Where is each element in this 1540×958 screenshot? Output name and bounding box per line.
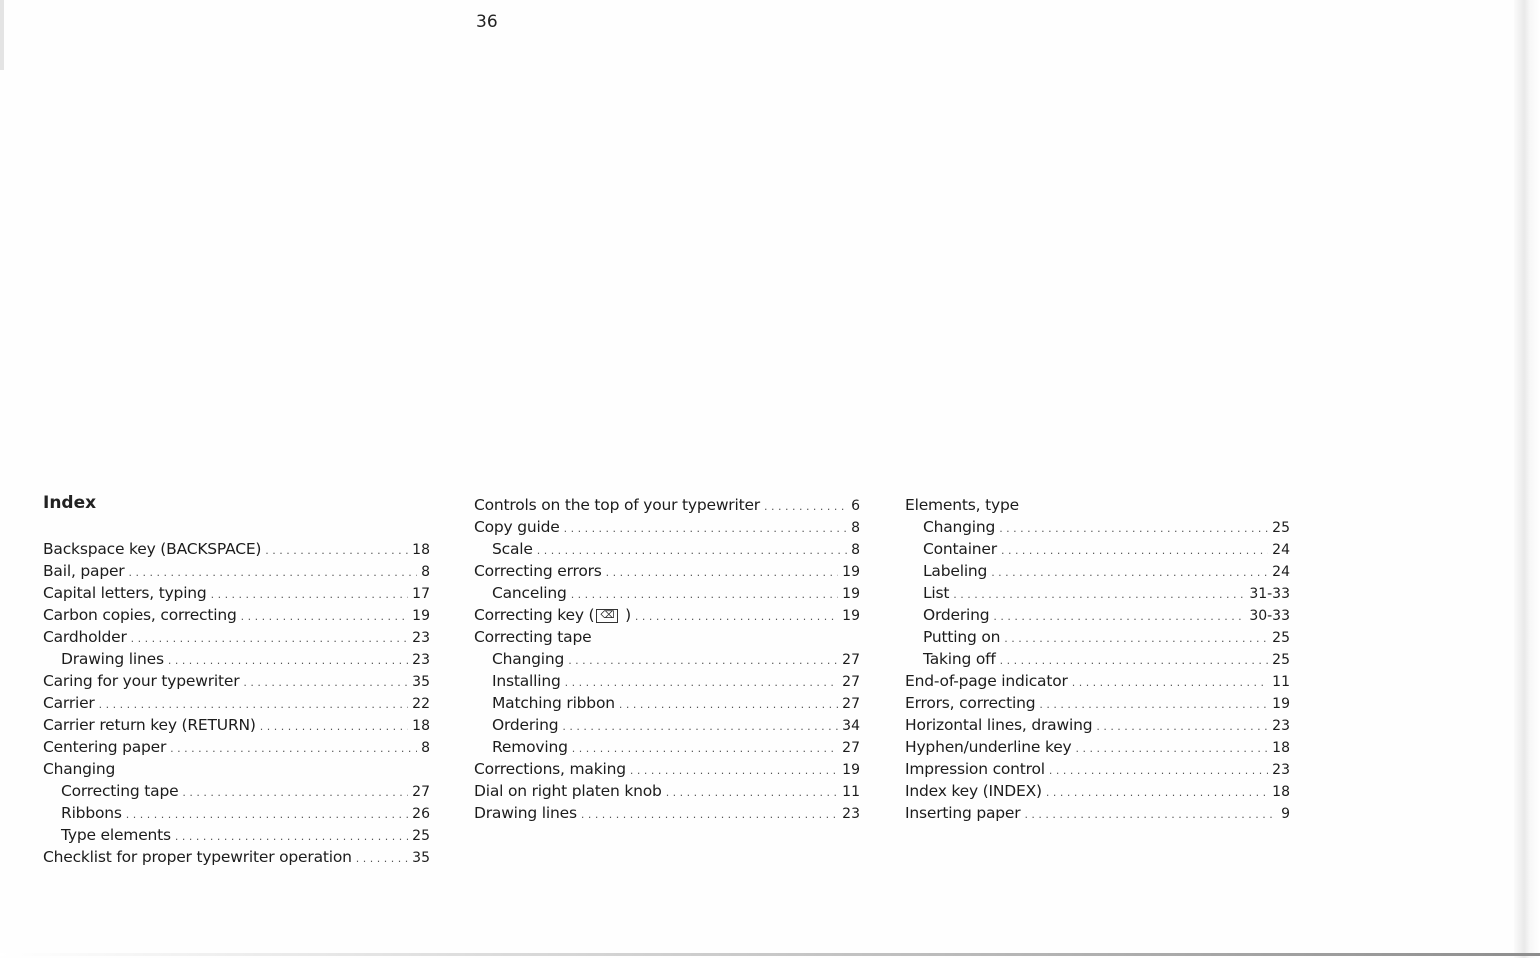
index-term-text: Checklist for proper typewriter operation — [43, 848, 352, 866]
page-reference: 35 — [412, 674, 430, 690]
index-subentry — [474, 538, 860, 560]
index-term-text: Hyphen/underline key — [905, 738, 1072, 756]
index-entry — [905, 692, 1290, 714]
index-term — [492, 670, 561, 692]
index-term — [905, 780, 1042, 802]
index-subentry — [474, 692, 860, 714]
index-term-text: Correcting key ( — [474, 606, 595, 624]
page-reference: 23 — [1272, 718, 1290, 734]
index-term — [43, 714, 256, 736]
page-number: 36 — [476, 12, 498, 32]
dot-leader — [241, 606, 409, 628]
index-term-text-after: ) — [620, 606, 631, 624]
dot-leader — [999, 518, 1268, 540]
index-subentry — [474, 648, 860, 670]
index-term — [905, 736, 1072, 758]
index-column-3 — [905, 494, 1290, 824]
page-reference: 11 — [842, 784, 860, 800]
index-term-text: Carrier return key (RETURN) — [43, 716, 256, 734]
page-reference: 19 — [842, 564, 860, 580]
index-term-text: Dial on right platen knob — [474, 782, 662, 800]
index-term-text: Horizontal lines, drawing — [905, 716, 1093, 734]
page-reference: 11 — [1272, 674, 1290, 690]
dot-leader — [131, 628, 409, 650]
page-reference: 19 — [842, 586, 860, 602]
dot-leader — [537, 540, 847, 562]
index-term — [61, 648, 164, 670]
index-term-text: Drawing lines — [61, 650, 164, 668]
dot-leader — [128, 562, 417, 584]
index-term — [43, 670, 239, 692]
index-term — [492, 582, 567, 604]
dot-leader — [182, 782, 408, 804]
index-entry — [43, 604, 430, 626]
page-reference: 18 — [1272, 740, 1290, 756]
index-term-text: Controls on the top of your typewriter — [474, 496, 760, 514]
index-term — [923, 604, 989, 626]
index-term — [492, 648, 564, 670]
index-term-text: Carbon copies, correcting — [43, 606, 237, 624]
index-term — [923, 516, 995, 538]
dot-leader — [175, 826, 408, 848]
index-term-text: Bail, paper — [43, 562, 125, 580]
index-term-text: Installing — [492, 672, 561, 690]
index-term-text: Correcting tape — [474, 628, 592, 646]
index-term-text: Inserting paper — [905, 804, 1021, 822]
index-entry — [474, 494, 860, 516]
page-reference: 19 — [412, 608, 430, 624]
dot-leader — [170, 738, 417, 760]
page-reference: 19 — [1272, 696, 1290, 712]
index-term-text: Taking off — [923, 650, 996, 668]
index-term-text: Scale — [492, 540, 533, 558]
index-term-text: List — [923, 584, 950, 602]
index-term-text: Type elements — [61, 826, 171, 844]
index-subentry — [43, 802, 430, 824]
index-entry — [474, 758, 860, 780]
dot-leader — [1039, 694, 1268, 716]
page-reference: 25 — [412, 828, 430, 844]
page-reference: 30-33 — [1249, 608, 1290, 624]
index-term — [43, 692, 95, 714]
index-term — [474, 780, 662, 802]
index-term — [61, 802, 122, 824]
index-term — [474, 626, 591, 648]
page-reference: 19 — [842, 608, 860, 624]
page-reference: 25 — [1272, 520, 1290, 536]
index-entry — [474, 780, 860, 802]
index-entry — [43, 670, 430, 692]
index-term — [923, 582, 949, 604]
index-subentry — [905, 538, 1290, 560]
dot-leader — [1024, 804, 1277, 826]
page-reference: 25 — [1272, 630, 1290, 646]
page-reference: 31-33 — [1249, 586, 1290, 602]
index-term — [905, 692, 1035, 714]
index-term-text: Putting on — [923, 628, 1001, 646]
index-term — [474, 604, 631, 626]
dot-leader — [260, 716, 408, 738]
index-term — [492, 736, 568, 758]
index-term-text: Backspace key (BACKSPACE) — [43, 540, 262, 558]
dot-leader — [1096, 716, 1268, 738]
page-edge-shadow — [0, 0, 4, 70]
page-bottom-edge — [0, 953, 1540, 956]
index-term-text: Carrier — [43, 694, 95, 712]
page-reference: 23 — [412, 630, 430, 646]
index-entry — [474, 516, 860, 538]
index-term-text: Correcting tape — [61, 782, 179, 800]
index-term — [905, 494, 1019, 516]
dot-leader — [126, 804, 408, 826]
index-subentry — [474, 670, 860, 692]
index-term-text: Index key (INDEX) — [905, 782, 1042, 800]
dot-leader — [1000, 650, 1269, 672]
index-subentry — [905, 648, 1290, 670]
index-term-text: Labeling — [923, 562, 988, 580]
page-reference: 8 — [851, 542, 860, 558]
dot-leader — [243, 672, 408, 694]
page-reference: 9 — [1281, 806, 1290, 822]
index-entry — [43, 582, 430, 604]
index-term — [923, 648, 996, 670]
page-reference: 8 — [851, 520, 860, 536]
index-term — [43, 758, 115, 780]
page-reference: 23 — [412, 652, 430, 668]
index-term-text: Elements, type — [905, 496, 1019, 514]
dot-leader — [99, 694, 409, 716]
index-entry — [905, 802, 1290, 824]
index-subentry — [905, 604, 1290, 626]
index-term — [492, 538, 533, 560]
index-term — [43, 538, 261, 560]
page-reference: 6 — [851, 498, 860, 514]
index-term — [474, 494, 760, 516]
page-reference: 27 — [842, 696, 860, 712]
index-term — [43, 626, 127, 648]
dot-leader — [1001, 540, 1268, 562]
dot-leader — [564, 518, 847, 540]
dot-leader — [565, 672, 839, 694]
dot-leader — [953, 584, 1245, 606]
page-reference: 27 — [842, 740, 860, 756]
index-term-text: Copy guide — [474, 518, 560, 536]
page-reference: 27 — [842, 652, 860, 668]
page-reference: 34 — [842, 718, 860, 734]
index-entry — [474, 626, 860, 648]
index-term — [43, 582, 207, 604]
index-term — [905, 714, 1092, 736]
page-reference: 18 — [1272, 784, 1290, 800]
dot-leader — [991, 562, 1268, 584]
index-term — [61, 780, 178, 802]
page-reference: 8 — [421, 740, 430, 756]
index-entry — [474, 802, 860, 824]
index-term — [474, 560, 602, 582]
index-subentry — [43, 824, 430, 846]
index-subentry — [474, 736, 860, 758]
index-term-text: Canceling — [492, 584, 567, 602]
dot-leader — [265, 540, 408, 562]
index-term — [923, 626, 1000, 648]
index-entry — [905, 780, 1290, 802]
index-term — [905, 758, 1045, 780]
index-entry — [474, 560, 860, 582]
index-entry — [43, 560, 430, 582]
index-term-text: Changing — [923, 518, 996, 536]
dot-leader — [1076, 738, 1269, 760]
index-term — [43, 736, 166, 758]
index-term — [905, 670, 1068, 692]
page-reference: 23 — [842, 806, 860, 822]
page-reference: 23 — [1272, 762, 1290, 778]
index-entry — [43, 846, 430, 868]
index-term-text: Centering paper — [43, 738, 167, 756]
index-term-text: Corrections, making — [474, 760, 626, 778]
dot-leader — [1004, 628, 1268, 650]
index-term-text: Cardholder — [43, 628, 127, 646]
dot-leader — [562, 716, 838, 738]
index-term — [905, 802, 1020, 824]
page-reference: 25 — [1272, 652, 1290, 668]
dot-leader — [635, 606, 838, 628]
page-reference: 27 — [412, 784, 430, 800]
index-term — [474, 758, 626, 780]
index-term — [474, 516, 560, 538]
page-reference: 24 — [1272, 564, 1290, 580]
dot-leader — [666, 782, 838, 804]
index-term-text: Capital letters, typing — [43, 584, 207, 602]
page-reference: 17 — [412, 586, 430, 602]
dot-leader — [630, 760, 838, 782]
dot-leader — [1046, 782, 1268, 804]
index-term-text: Changing — [492, 650, 565, 668]
index-subentry — [905, 560, 1290, 582]
index-term-text: End-of-page indicator — [905, 672, 1068, 690]
index-entry — [905, 670, 1290, 692]
index-entry — [43, 692, 430, 714]
index-term — [61, 824, 171, 846]
dot-leader — [168, 650, 408, 672]
index-term-text: Correcting errors — [474, 562, 602, 580]
index-subentry — [905, 582, 1290, 604]
index-term-text: Matching ribbon — [492, 694, 615, 712]
index-term — [43, 604, 237, 626]
page-reference: 35 — [412, 850, 430, 866]
index-entry — [43, 626, 430, 648]
index-column-1 — [43, 538, 430, 868]
index-term-text: Impression control — [905, 760, 1045, 778]
page-reference: 18 — [412, 718, 430, 734]
page-reference: 18 — [412, 542, 430, 558]
index-subentry — [905, 516, 1290, 538]
page-reference: 8 — [421, 564, 430, 580]
dot-leader — [568, 650, 838, 672]
page-reference: 19 — [842, 762, 860, 778]
dot-leader — [993, 606, 1245, 628]
page-reference: 22 — [412, 696, 430, 712]
index-term-text: Ribbons — [61, 804, 122, 822]
index-entry — [43, 758, 430, 780]
index-term-text: Caring for your typewriter — [43, 672, 240, 690]
dot-leader — [211, 584, 409, 606]
dot-leader — [606, 562, 839, 584]
index-term-text: Ordering — [923, 606, 990, 624]
index-column-2 — [474, 494, 860, 824]
dot-leader — [356, 848, 408, 870]
index-term-text: Container — [923, 540, 997, 558]
index-entry — [905, 758, 1290, 780]
index-term — [492, 714, 558, 736]
correcting-key-icon: ⌫ — [596, 609, 618, 623]
index-term-text: Ordering — [492, 716, 559, 734]
dot-leader — [581, 804, 838, 826]
index-subentry — [43, 648, 430, 670]
index-term — [43, 846, 352, 868]
index-title: Index — [43, 493, 97, 513]
dot-leader — [572, 738, 838, 760]
index-term — [923, 538, 997, 560]
dot-leader — [1072, 672, 1268, 694]
index-term — [492, 692, 615, 714]
index-entry — [43, 736, 430, 758]
index-subentry — [474, 582, 860, 604]
index-entry — [43, 714, 430, 736]
dot-leader — [571, 584, 838, 606]
index-term-text: Errors, correcting — [905, 694, 1036, 712]
page-reference: 26 — [412, 806, 430, 822]
index-term — [474, 802, 577, 824]
index-subentry — [474, 714, 860, 736]
index-entry — [905, 494, 1290, 516]
index-term-text: Changing — [43, 760, 116, 778]
index-entry — [43, 538, 430, 560]
dot-leader — [1049, 760, 1268, 782]
index-term-text: Removing — [492, 738, 568, 756]
index-subentry — [905, 626, 1290, 648]
index-term — [923, 560, 987, 582]
page-reference: 24 — [1272, 542, 1290, 558]
page-fold — [1514, 0, 1540, 958]
index-subentry — [43, 780, 430, 802]
index-entry — [905, 714, 1290, 736]
index-entry — [474, 604, 860, 626]
index-term — [43, 560, 124, 582]
page-reference: 27 — [842, 674, 860, 690]
index-entry — [905, 736, 1290, 758]
index-term-text: Drawing lines — [474, 804, 577, 822]
dot-leader — [764, 496, 847, 518]
dot-leader — [619, 694, 838, 716]
